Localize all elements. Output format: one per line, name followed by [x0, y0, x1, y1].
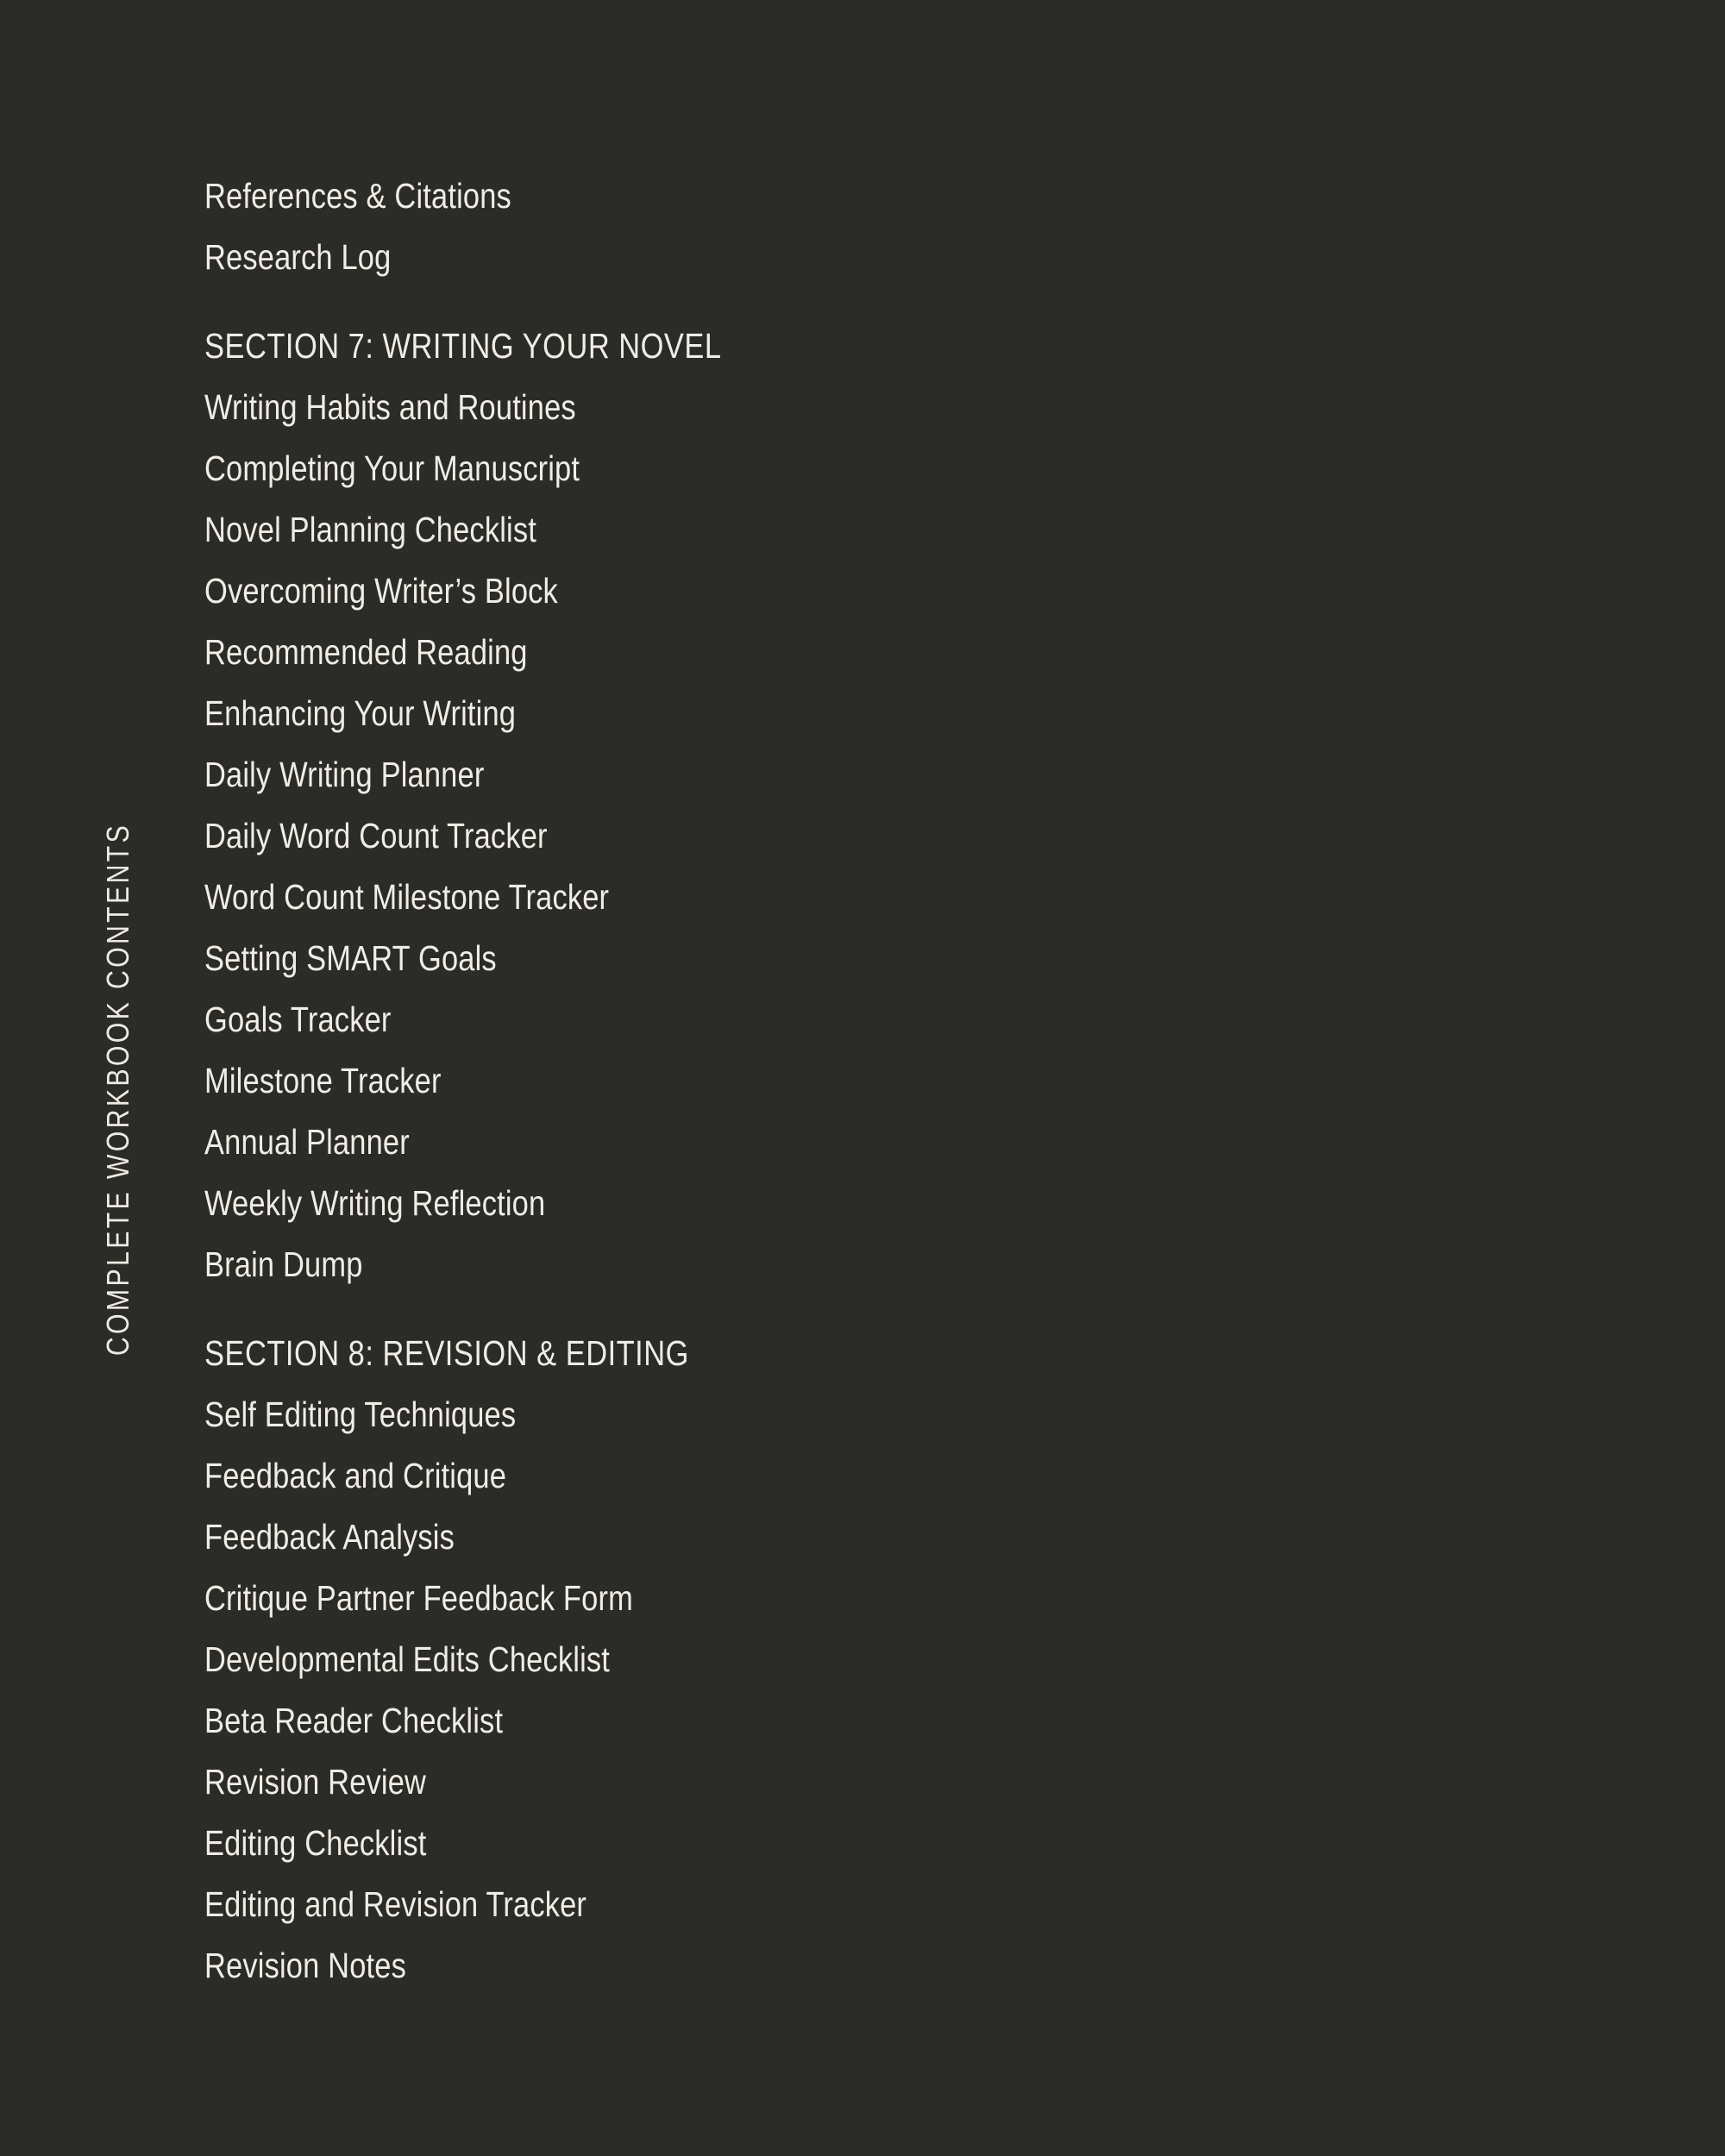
- toc-item: Overcoming Writer’s Block: [204, 571, 558, 611]
- toc-item: References & Citations: [204, 176, 511, 216]
- toc-item: Feedback and Critique: [204, 1456, 507, 1495]
- toc-item: Enhancing Your Writing: [204, 693, 517, 733]
- toc-item: Goals Tracker: [204, 1000, 392, 1039]
- toc-item: Novel Planning Checklist: [204, 510, 536, 549]
- toc-item: Recommended Reading: [204, 632, 528, 672]
- toc-item: Beta Reader Checklist: [204, 1701, 504, 1740]
- toc-item: Writing Habits and Routines: [204, 387, 576, 427]
- toc-item: Brain Dump: [204, 1244, 363, 1284]
- side-label-complete-workbook-contents: COMPLETE WORKBOOK CONTENTS: [100, 822, 135, 1357]
- toc-item: Word Count Milestone Tracker: [204, 877, 610, 917]
- toc-item: Setting SMART Goals: [204, 938, 497, 978]
- toc-item: Daily Word Count Tracker: [204, 816, 548, 856]
- toc-item: Editing and Revision Tracker: [204, 1884, 587, 1924]
- toc-item: Feedback Analysis: [204, 1517, 455, 1557]
- toc-item: Revision Review: [204, 1762, 427, 1802]
- toc-item: Milestone Tracker: [204, 1061, 442, 1100]
- section-heading: SECTION 7: WRITING YOUR NOVEL: [204, 326, 722, 366]
- toc-item: Annual Planner: [204, 1122, 410, 1162]
- toc-item: Self Editing Techniques: [204, 1395, 517, 1434]
- toc-item: Weekly Writing Reflection: [204, 1183, 546, 1223]
- toc-item: Revision Notes: [204, 1946, 406, 1985]
- toc-item: Developmental Edits Checklist: [204, 1639, 611, 1679]
- toc-item: Editing Checklist: [204, 1823, 427, 1863]
- toc-item: Completing Your Manuscript: [204, 448, 580, 488]
- toc-list: [204, 166, 722, 1996]
- toc-item: Critique Partner Feedback Form: [204, 1578, 633, 1618]
- section-heading: SECTION 8: REVISION & EDITING: [204, 1333, 689, 1373]
- toc-item: Daily Writing Planner: [204, 755, 485, 794]
- toc-item: Research Log: [204, 237, 392, 277]
